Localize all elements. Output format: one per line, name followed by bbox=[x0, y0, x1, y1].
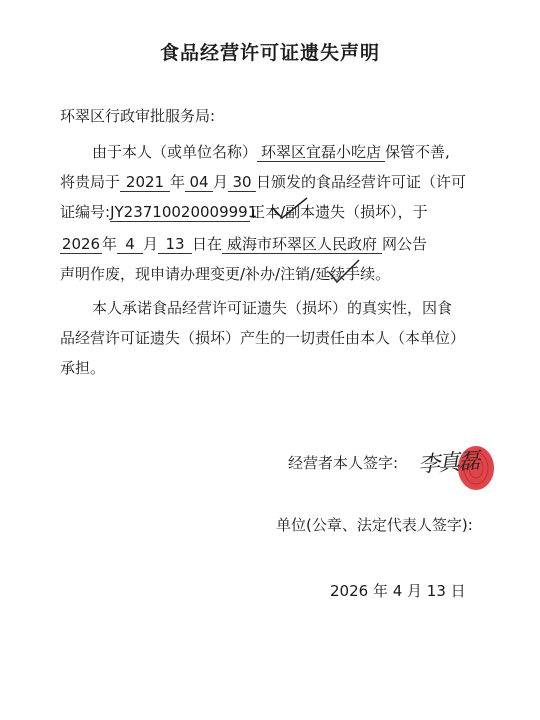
p2-line1: 本人承诺食品经营许可证遗失（损坏）的真实性，因食 bbox=[92, 299, 453, 317]
license-number-field: JY23710020009991 bbox=[110, 203, 258, 221]
issue-month-field: 04 bbox=[185, 173, 213, 192]
addressee: 环翠区行政审批服务局: bbox=[60, 107, 216, 125]
p2-line3: 承担。 bbox=[60, 359, 106, 377]
announce-place-field: 威海市环翠区人民政府 bbox=[222, 235, 382, 254]
p1-line3 bbox=[60, 200, 500, 224]
p1-line4 bbox=[60, 232, 500, 256]
p1-text: 正本/副本遗失（损坏），于 bbox=[250, 203, 428, 221]
p1-line5: 声明作废，现申请办理变更/补办/注销/延续手续。 bbox=[60, 265, 391, 283]
signer-label: 经营者本人签字: bbox=[288, 454, 399, 472]
p1-text: 将贵局于 bbox=[60, 173, 121, 191]
p1-text: 月 bbox=[143, 235, 159, 253]
page-title: 食品经营许可证遗失声明 bbox=[159, 42, 380, 64]
p1-text: 网公告 bbox=[382, 235, 428, 253]
signature-with-fingerprint bbox=[418, 440, 498, 500]
announce-year-field: 2026 bbox=[61, 235, 101, 253]
p1-line1 bbox=[92, 140, 532, 164]
business-name-field: 环翠区宜磊小吃店 bbox=[257, 143, 385, 162]
handwritten-signature: 李真磊 bbox=[417, 448, 479, 479]
declaration-date: 2026 年 4 月 13 日 bbox=[330, 582, 466, 600]
p1-text: 年 bbox=[170, 173, 186, 191]
p1-line2 bbox=[60, 170, 500, 194]
issue-year-field: 2021 bbox=[120, 173, 170, 192]
unit-seal-label: 单位(公章、法定代表人签字): bbox=[276, 516, 473, 534]
p1-text: 月 bbox=[213, 173, 229, 191]
p1-text: 日颁发的食品经营许可证（许可 bbox=[256, 173, 467, 191]
p1-text: 由于本人（或单位名称） bbox=[92, 143, 258, 161]
issue-day-field: 30 bbox=[228, 173, 256, 192]
announce-month-field: 4 bbox=[117, 235, 143, 254]
p1-text: 日在 bbox=[192, 235, 223, 253]
announce-day-field: 13 bbox=[158, 235, 192, 254]
p1-text: 保管不善, bbox=[385, 143, 450, 161]
p2-line2: 品经营许可证遗失（损坏）产生的一切责任由本人（本单位） bbox=[60, 329, 466, 347]
p1-text: 证编号: bbox=[60, 203, 111, 221]
p1-text: 年 bbox=[102, 235, 118, 253]
